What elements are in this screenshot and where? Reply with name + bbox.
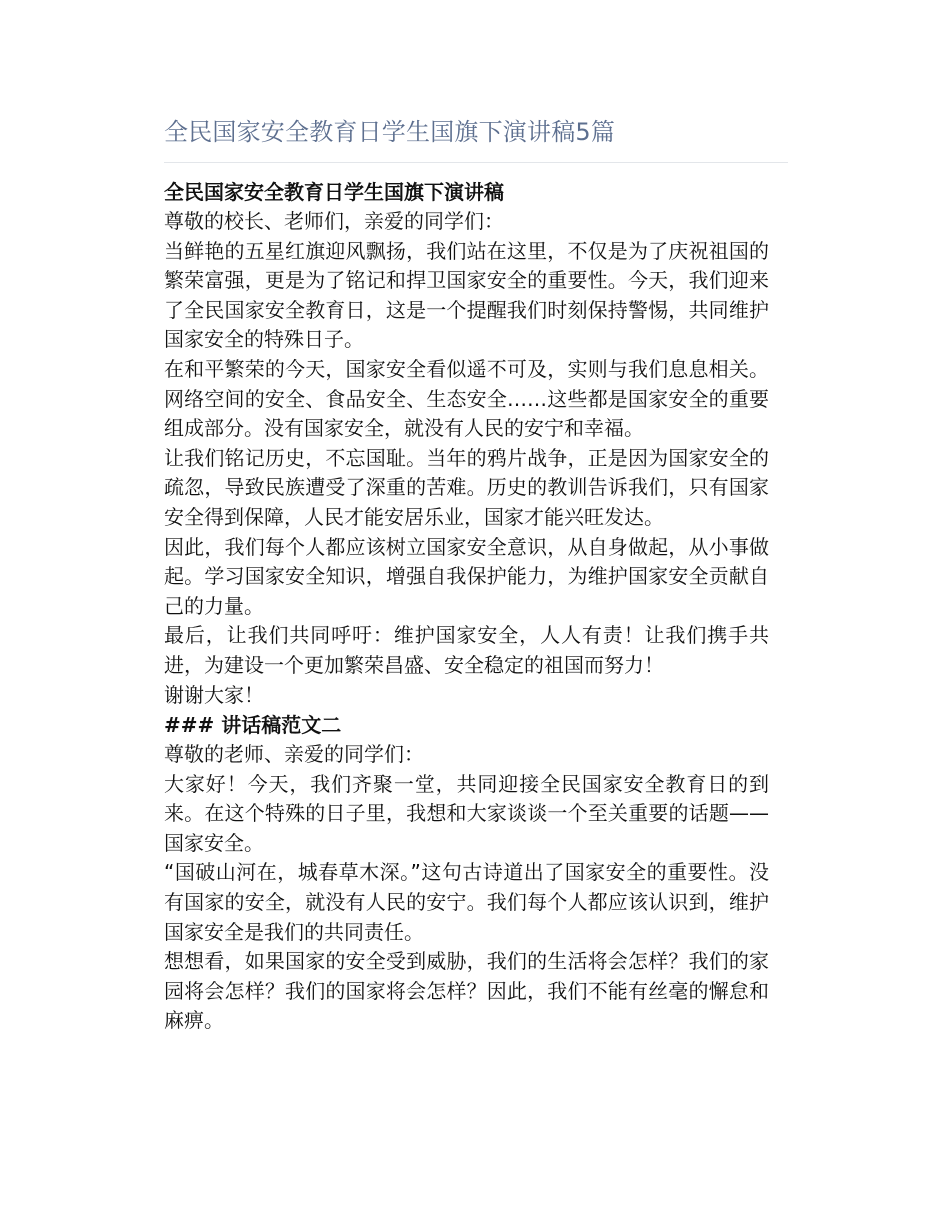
section-heading: 全民国家安全教育日学生国旗下演讲稿 xyxy=(164,180,504,204)
speech-section-2 xyxy=(164,710,788,1036)
document-page xyxy=(164,112,788,1036)
paragraph: 让我们铭记历史，不忘国耻。当年的鸦片战争，正是因为国家安全的疏忽，导致民族遭受了深重的苦难。历史的教训告诉我们，只有国家安全得到保障，人民才能安居乐业，国家才能兴旺发达。 xyxy=(164,445,769,529)
paragraph: 想想看，如果国家的安全受到威胁，我们的生活将会怎样？我们的家园将会怎样？我们的国家将会怎样？因此，我们不能有丝毫的懈怠和麻痹。 xyxy=(164,949,769,1033)
salutation: 尊敬的校长、老师们，亲爱的同学们： xyxy=(164,209,504,233)
paragraph: 在和平繁荣的今天，国家安全看似遥不可及，实则与我们息息相关。网络空间的安全、食品安全、生态安全……这些都是国家安全的重要组成部分。没有国家安全，就没有人民的安宁和幸福。 xyxy=(164,356,769,441)
document-title: 全民国家安全教育日学生国旗下演讲稿5篇 xyxy=(164,112,788,163)
salutation: 尊敬的老师、亲爱的同学们： xyxy=(164,742,424,767)
paragraph: 当鲜艳的五星红旗迎风飘扬，我们站在这里，不仅是为了庆祝祖国的繁荣富强，更是为了铭记和捍卫国家安全的重要性。今天，我们迎来了全民国家安全教育日，这是一个提醒我们时刻保持警惕，共同维护国家安全的特殊日子。 xyxy=(164,238,769,352)
paragraph: 因此，我们每个人都应该树立国家安全意识，从自身做起，从小事做起。学习国家安全知识，增强自我保护能力，为维护国家安全贡献自己的力量。 xyxy=(164,534,769,618)
speech-section-1 xyxy=(164,177,788,710)
paragraph: “国破山河在，城春草木深。”这句古诗道出了国家安全的重要性。没有国家的安全，就没有人民的安宁。我们每个人都应该认识到，维护国家安全是我们的共同责任。 xyxy=(164,860,769,944)
closing-line: 谢谢大家！ xyxy=(164,682,264,707)
paragraph: 最后，让我们共同呼吁：维护国家安全，人人有责！让我们携手共进，为建设一个更加繁荣昌盛、安全稳定的祖国而努力！ xyxy=(164,623,769,677)
paragraph: 大家好！今天，我们齐聚一堂，共同迎接全民国家安全教育日的到来。在这个特殊的日子里，我想和大家谈谈一个至关重要的话题——国家安全。 xyxy=(164,771,769,855)
section-heading: ### 讲话稿范文二 xyxy=(164,713,342,738)
